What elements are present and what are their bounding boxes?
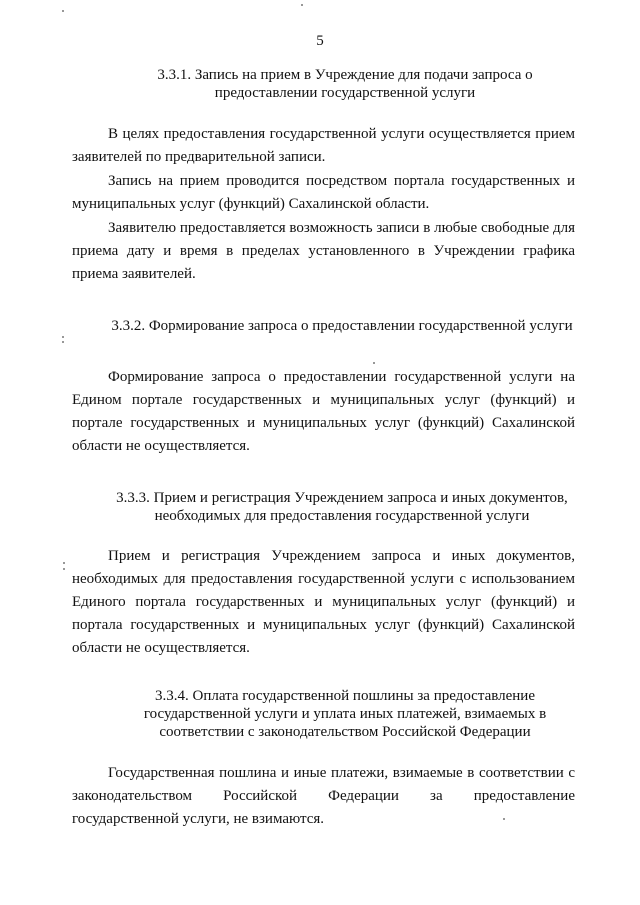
paragraph: Запись на прием проводится посредством портала государственных и муниципальных услуг (функций) Сахалинской области. — [72, 173, 575, 212]
paragraph: В целях предоставления государственной услуги осуществляется прием заявителей по предварительной записи. — [72, 126, 575, 165]
paragraph: Прием и регистрация Учреждением запроса и иных документов, необходимых для предоставления государственной услуги с использованием Единого портала государственных и муниципальных услуг (функций) и портала государственных и муниципальных услуг (функций) Сахалинской области не осуществляется. — [72, 548, 575, 656]
page-number: 5 — [316, 33, 324, 49]
scan-speck — [373, 362, 375, 364]
scan-speck — [63, 562, 65, 564]
heading-line: соответствии с законодательством Российской Федерации — [159, 724, 531, 740]
heading-line: 3.3.3. Прием и регистрация Учреждением запроса и иных документов, — [116, 490, 568, 506]
paragraph: Формирование запроса о предоставлении государственной услуги на Едином портале государственных и муниципальных услуг (функций) и портале государственных и муниципальных услуг (функций) Сахалинской области не осуществляется. — [72, 369, 575, 454]
paragraph: Государственная пошлина и иные платежи, взимаемые в соответствии с законодательством Российской Федерации за предоставление государственной услуги, не взимаются. — [72, 765, 575, 827]
heading-line: необходимых для предоставления государственной услуги — [154, 508, 530, 524]
paragraph: Заявителю предоставляется возможность записи в любые свободные для приема дату и время в пределах установленного в Учреждении графика приема заявителей. — [72, 220, 575, 282]
section-heading-3-3-4 — [110, 687, 580, 741]
heading-line: 3.3.2. Формирование запроса о предоставлении государственной услуги — [111, 318, 573, 334]
heading-line: предоставлении государственной услуги — [214, 85, 476, 101]
scan-speck — [62, 341, 64, 343]
scan-speck — [62, 336, 64, 338]
section-heading-3-3-2 — [72, 317, 612, 335]
heading-line: 3.3.1. Запись на прием в Учреждение для подачи запроса о — [157, 67, 533, 83]
section-heading-3-3-1 — [110, 66, 580, 102]
scan-speck — [301, 4, 303, 6]
section-heading-3-3-3 — [72, 489, 612, 525]
scan-speck — [62, 10, 64, 12]
heading-line: государственной услуги и уплата иных платежей, взимаемых в — [143, 706, 547, 722]
heading-line: 3.3.4. Оплата государственной пошлины за предоставление — [155, 688, 535, 704]
scan-speck — [63, 568, 65, 570]
